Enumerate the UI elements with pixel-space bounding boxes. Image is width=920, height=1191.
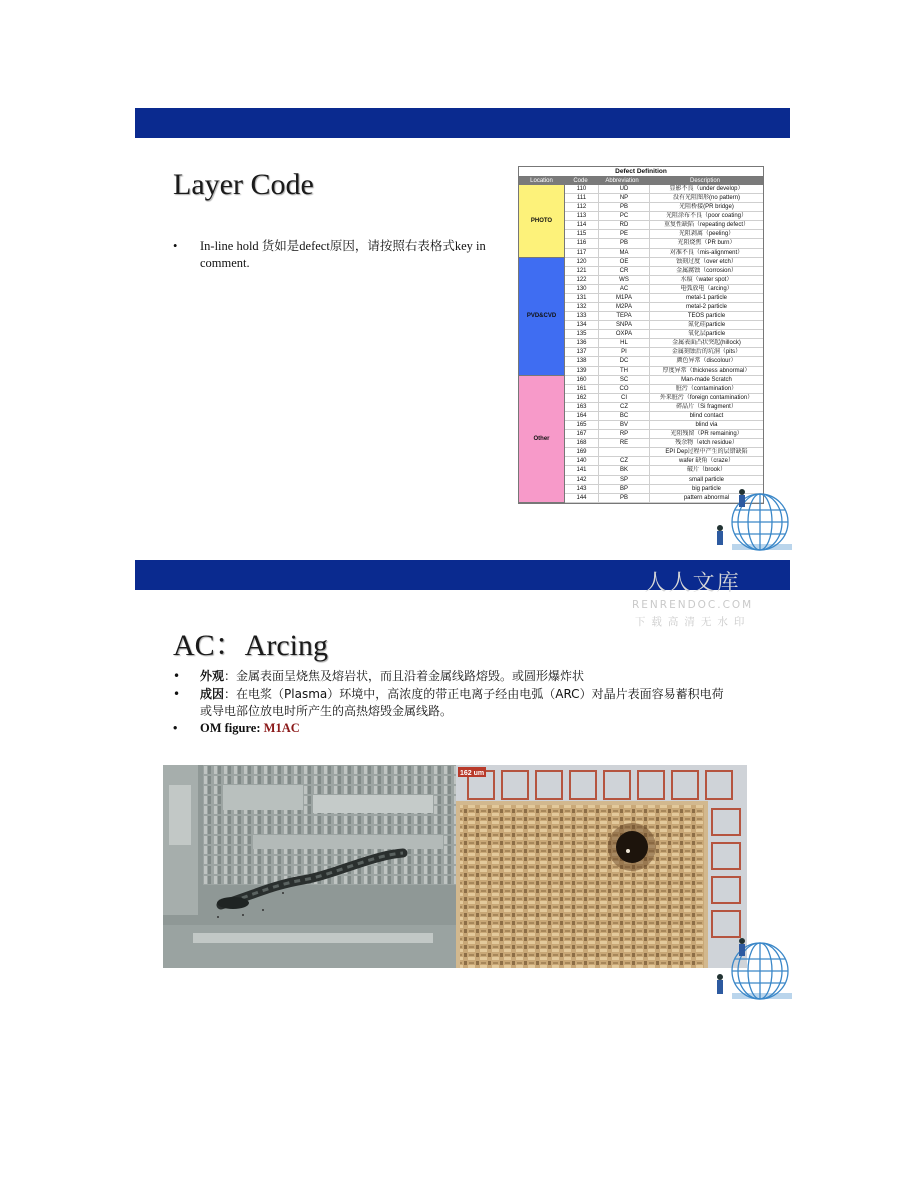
table-row [565, 466, 763, 475]
row-code: 122 [565, 276, 599, 284]
bullet-dot: • [173, 239, 178, 253]
table-row [565, 258, 763, 267]
row-description: small particle [688, 476, 724, 483]
row-abbreviation: DC [599, 357, 650, 365]
row-abbreviation: WS [599, 276, 650, 284]
table-row [565, 430, 763, 439]
row-abbreviation: BP [599, 485, 650, 493]
row-code: 133 [565, 312, 599, 320]
row-description: 脏污（contamination） [675, 385, 738, 392]
row-description: 碎晶片（Si fragment） [676, 403, 737, 410]
row-description: 金属腐蚀（corrosion） [676, 267, 737, 274]
table-row [565, 421, 763, 430]
row-code: 161 [565, 385, 599, 393]
table-title: Defect Definition [519, 167, 763, 177]
table-row [565, 194, 763, 203]
row-abbreviation: OXPA [599, 330, 650, 338]
watermark-brand: 人人文库 [644, 571, 741, 596]
slide2-title: AC：Arcing [173, 629, 328, 662]
row-abbreviation [599, 448, 650, 456]
globe-logo-icon-2 [712, 933, 792, 1013]
row-code: 160 [565, 376, 599, 384]
location-group: PVD&CVD [519, 258, 564, 376]
row-description: 颜色异常（discolour） [676, 358, 737, 365]
watermark-site: RENRENDOC.COM [632, 599, 754, 611]
table-row [565, 249, 763, 258]
slide1-title: Layer Code [173, 168, 314, 201]
row-description: 厚度异常（thickness abnormal） [662, 367, 751, 374]
table-row [565, 303, 763, 312]
table-row [565, 448, 763, 457]
row-description: wafer 缺角（craze） [678, 458, 734, 465]
watermark-tagline: 下载高清无水印 [634, 616, 751, 628]
table-row [565, 221, 763, 230]
row-code: 113 [565, 212, 599, 220]
row-description: blind via [695, 422, 718, 429]
row-abbreviation: RP [599, 430, 650, 438]
row-code: 134 [565, 321, 599, 329]
table-row [565, 312, 763, 321]
row-description: pattern abnormal [683, 494, 730, 501]
row-code: 120 [565, 258, 599, 266]
row-description: 对准不良（mis-alignment） [669, 249, 744, 256]
row-abbreviation: CR [599, 267, 650, 275]
row-code: 162 [565, 394, 599, 402]
defect-definition-table [518, 166, 764, 504]
row-code: 116 [565, 239, 599, 247]
row-code: 143 [565, 485, 599, 493]
row-abbreviation: PC [599, 212, 650, 220]
row-abbreviation: UD [599, 185, 650, 193]
row-code: 115 [565, 230, 599, 238]
row-abbreviation: SNPA [599, 321, 650, 329]
row-description: metal-1 particle [685, 294, 727, 301]
row-description: 金属表面凸状突起(hillock) [672, 340, 741, 347]
table-row [565, 394, 763, 403]
row-code: 141 [565, 466, 599, 474]
slide1-bullet-line1: In-line hold 货如是defect原因，请按照右表格式key in [200, 239, 486, 253]
row-abbreviation: TH [599, 367, 650, 375]
row-code: 169 [565, 448, 599, 456]
row-code: 140 [565, 457, 599, 465]
row-code: 132 [565, 303, 599, 311]
table-row [565, 239, 763, 248]
row-description: 显影不良（under develop） [669, 186, 744, 192]
row-code: 117 [565, 249, 599, 257]
row-abbreviation: BK [599, 466, 650, 474]
row-description: Man-made Scratch [681, 376, 732, 383]
row-abbreviation: SP [599, 476, 650, 484]
row-code: 130 [565, 285, 599, 293]
row-abbreviation: CI [599, 394, 650, 402]
row-abbreviation: RE [599, 439, 650, 447]
row-abbreviation: SC [599, 376, 650, 384]
arc-burn-micrograph [163, 765, 456, 968]
row-description: TEOS particle [687, 313, 726, 320]
watermark [632, 566, 753, 629]
cause-label: 成因 [200, 687, 225, 701]
appearance-text: ：金属表面呈烧焦及熔岩状，而且沿着金属线路熔毁。或圆形爆炸状 [224, 669, 585, 683]
row-description: 蚀刻过度（over etch） [676, 258, 737, 265]
row-code: 165 [565, 421, 599, 429]
row-code: 168 [565, 439, 599, 447]
row-abbreviation: PB [599, 239, 650, 247]
row-description: 外来脏污（foreign contamination） [659, 394, 754, 401]
om-figure-value: M1AC [263, 721, 300, 735]
row-abbreviation: PB [599, 203, 650, 211]
location-column [519, 185, 565, 503]
row-code: 137 [565, 348, 599, 356]
row-description: 电弧放电（arcing） [680, 285, 733, 292]
row-abbreviation: TEPA [599, 312, 650, 320]
table-row [565, 357, 763, 366]
globe-logo-icon [712, 484, 792, 564]
om-photo-left [163, 765, 456, 968]
row-description: 光阻残留（PR remaining） [670, 431, 743, 438]
header-abbreviation: Abbreviation [605, 178, 639, 184]
row-description: metal-2 particle [685, 304, 727, 311]
header-location: Location [530, 178, 553, 184]
row-code: 164 [565, 412, 599, 420]
row-code: 139 [565, 367, 599, 375]
row-code: 136 [565, 339, 599, 347]
row-code: 135 [565, 330, 599, 338]
row-description: big particle [691, 485, 721, 492]
table-rows [565, 185, 763, 503]
row-abbreviation: BV [599, 421, 650, 429]
table-header [519, 177, 763, 185]
row-abbreviation: OE [599, 258, 650, 266]
table-row [565, 267, 763, 276]
row-abbreviation: M1PA [599, 294, 650, 302]
row-description: 水痕（water spot） [680, 276, 733, 283]
row-code: 131 [565, 294, 599, 302]
photo-scale-label: 162 um [460, 770, 485, 777]
location-group: Other [519, 376, 564, 503]
table-row [565, 376, 763, 385]
row-description: 残余物（etch residue） [675, 440, 738, 447]
row-code: 111 [565, 194, 599, 202]
appearance-label: 外观 [200, 669, 225, 683]
cause-text-line1: ：在电浆（Plasma）环境中，高浓度的带正电离子经由电弧（ARC）对晶片表面容易蓄积电荷 [224, 687, 724, 701]
arc-spot-micrograph [456, 765, 747, 968]
row-abbreviation: CZ [599, 457, 650, 465]
row-code: 110 [565, 185, 599, 193]
row-abbreviation: RD [599, 221, 650, 229]
table-row [565, 403, 763, 412]
header-code: Code [573, 178, 588, 184]
row-description: 氮化硅particle [687, 322, 726, 329]
table-row [565, 330, 763, 339]
table-row [565, 412, 763, 421]
row-abbreviation: CO [599, 385, 650, 393]
row-description: EPI Dep过程中产生的层错缺陷 [665, 449, 748, 456]
row-description: 破片（brook） [686, 467, 726, 474]
table-row [565, 294, 763, 303]
row-description: 光阻烧焦（PR burn） [677, 240, 736, 247]
row-code: 142 [565, 476, 599, 484]
header-description: Description [689, 178, 720, 184]
location-group: PHOTO [519, 185, 564, 258]
row-abbreviation: HL [599, 339, 650, 347]
row-code: 121 [565, 267, 599, 275]
table-row [565, 339, 763, 348]
slide1-header-bar [135, 108, 790, 138]
table-row [565, 230, 763, 239]
row-description: 金属刻蚀后的坑洞（pits） [671, 349, 742, 356]
table-row [565, 203, 763, 212]
row-abbreviation: BC [599, 412, 650, 420]
slide1-bullet-line2: comment. [200, 256, 250, 270]
row-abbreviation: M2PA [599, 303, 650, 311]
row-description: 氧化层particle [687, 331, 726, 338]
om-figure-label: OM figure: [200, 721, 264, 735]
table-row [565, 385, 763, 394]
table-row [565, 276, 763, 285]
row-description: 没有光阻图形(no pattern) [672, 195, 741, 202]
row-code: 114 [565, 221, 599, 229]
row-code: 138 [565, 357, 599, 365]
row-abbreviation: CZ [599, 403, 650, 411]
row-abbreviation: PE [599, 230, 650, 238]
row-description: blind contact [689, 412, 724, 419]
table-row [565, 457, 763, 466]
row-abbreviation: NP [599, 194, 650, 202]
row-description: 光阻桥接(PR bridge) [679, 204, 734, 211]
row-abbreviation: PI [599, 348, 650, 356]
row-code: 163 [565, 403, 599, 411]
row-code: 144 [565, 494, 599, 502]
table-row [565, 212, 763, 221]
row-description: 光阻剥离（peeling） [678, 231, 735, 238]
row-abbreviation: PB [599, 494, 650, 502]
table-row [565, 348, 763, 357]
table-row [565, 439, 763, 448]
table-row [565, 285, 763, 294]
table-row [565, 321, 763, 330]
table-row [565, 185, 763, 194]
row-abbreviation: AC [599, 285, 650, 293]
row-code: 167 [565, 430, 599, 438]
cause-text-line2: 或导电部位放电时所产生的高热熔毁金属线路。 [200, 704, 453, 718]
row-description: 重复性缺陷（repeating defect） [663, 222, 750, 229]
table-row [565, 367, 763, 376]
row-code: 112 [565, 203, 599, 211]
om-photo-right [456, 765, 747, 968]
row-abbreviation: MA [599, 249, 650, 257]
row-description: 光阻涂布不良（poor coating） [665, 213, 748, 220]
